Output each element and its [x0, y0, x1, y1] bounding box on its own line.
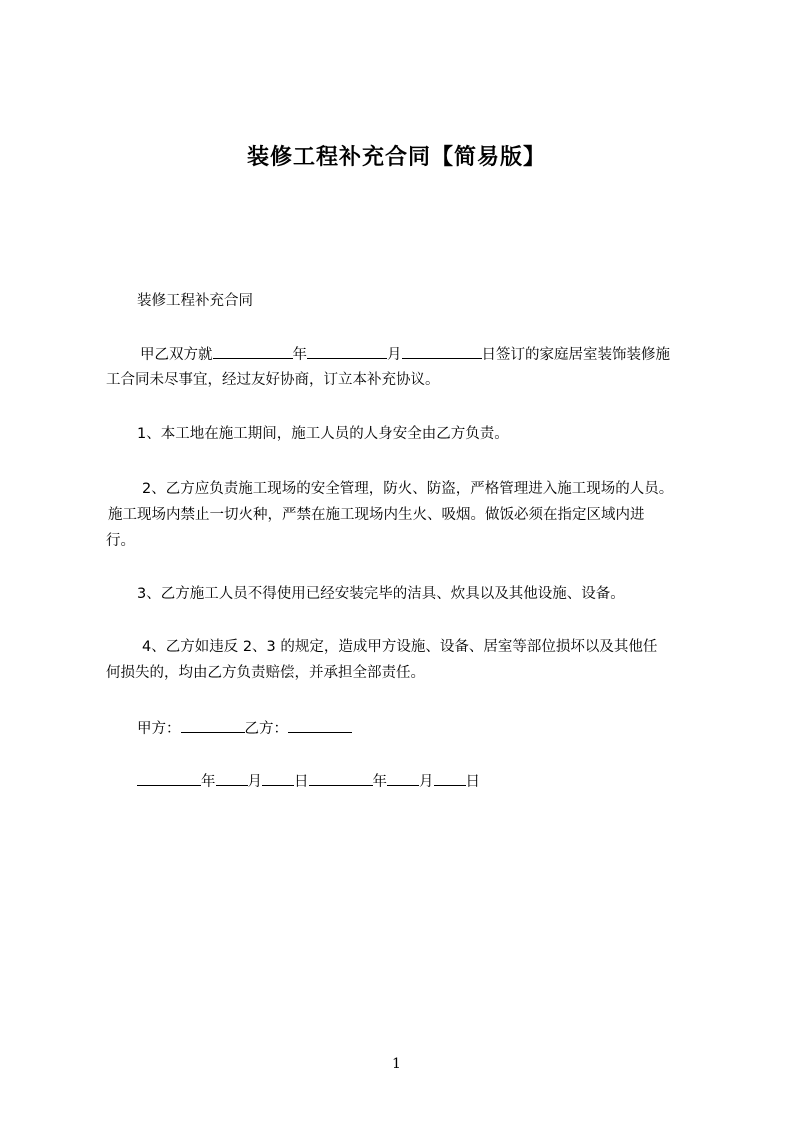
party-a-blank	[181, 718, 245, 733]
clause-2-line-1: 2、乙方应负责施工现场的安全管理，防火、防盗，严格管理进入施工现场的人员。	[142, 481, 674, 497]
intro-line-1	[140, 344, 670, 365]
intro-suffix: 日签订的家庭居室装饰装修施	[481, 347, 670, 363]
blank-field	[309, 771, 373, 786]
clause-4-line-2: 何损失的，均由乙方负责赔偿，并承担全部责任。	[106, 665, 425, 681]
clause-4-line-1: 4、乙方如违反 2、3 的规定，造成甲方设施、设备、居室等部位损坏以及其他任	[142, 639, 658, 655]
clause-2-line-3: 行。	[106, 533, 135, 549]
date-day-label-2: 日	[465, 774, 480, 790]
blank-field	[387, 771, 419, 786]
contract-heading: 装修工程补充合同	[137, 293, 253, 309]
clause-2-line-2: 施工现场内禁止一切火种，严禁在施工现场内生火、吸烟。做饭必须在指定区域内进	[108, 507, 645, 523]
blank-field	[307, 344, 387, 359]
date-year-label-2: 年	[372, 774, 387, 790]
party-b-label: 乙方：	[244, 721, 288, 737]
document-title: 装修工程补充合同【简易版】	[246, 145, 546, 170]
signature-line	[137, 718, 352, 739]
blank-field	[402, 344, 482, 359]
blank-field	[137, 771, 201, 786]
blank-field	[434, 771, 466, 786]
intro-month-label: 月	[387, 347, 402, 363]
party-a-label: 甲方：	[137, 721, 181, 737]
party-b-blank	[288, 718, 352, 733]
date-year-label: 年	[201, 774, 216, 790]
intro-prefix: 甲乙双方就	[140, 347, 213, 363]
page-number: 1	[392, 1056, 401, 1072]
blank-field	[213, 344, 293, 359]
date-line	[137, 771, 480, 792]
intro-line-2: 工合同未尽事宜，经过友好协商，订立本补充协议。	[106, 372, 440, 388]
intro-year-label: 年	[292, 347, 307, 363]
clause-3: 3、乙方施工人员不得使用已经安装完毕的洁具、炊具以及其他设施、设备。	[137, 586, 625, 602]
date-month-label: 月	[247, 774, 262, 790]
blank-field	[262, 771, 294, 786]
clause-1: 1、本工地在施工期间，施工人员的人身安全由乙方负责。	[137, 426, 509, 442]
date-month-label-2: 月	[419, 774, 434, 790]
date-day-label: 日	[294, 774, 309, 790]
blank-field	[216, 771, 248, 786]
